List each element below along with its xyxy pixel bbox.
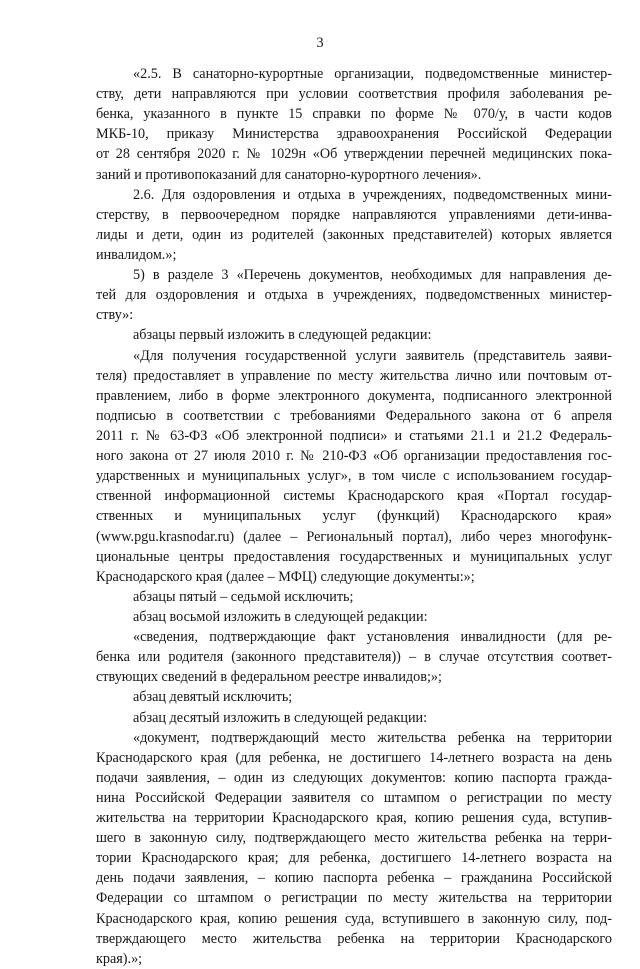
text-line: бенка, указанного в пункте 15 справки по форме № 070/у, в части кодов bbox=[96, 106, 612, 123]
text-line: абзацы пятый – седьмой исключить; bbox=[133, 588, 354, 605]
text-line: Краснодарского края (для ребенка, не достигшего 14-летнего возраста на день bbox=[96, 749, 612, 766]
text-line: «сведения, подтверждающие факт установления инвалидности (для ре- bbox=[133, 629, 612, 646]
text-line: абзац девятый исключить; bbox=[133, 689, 293, 706]
text-line: Краснодарского края (далее – МФЦ) следующие документы:»; bbox=[96, 568, 475, 585]
text-line: Федерации со штампом о регистрации по месту жительства на территории bbox=[96, 890, 612, 907]
text-line: 2011 г. № 63-ФЗ «Об электронной подписи» и статьями 21.1 и 21.2 Федераль- bbox=[96, 427, 612, 444]
text-line: ственной информационной системы Краснодарского края «Портал государ- bbox=[96, 488, 612, 505]
document-body bbox=[96, 64, 612, 969]
text-line: тверждающего место жительства ребенка на территории Краснодарского bbox=[96, 930, 612, 947]
text-line: шего в законную силу, подтверждающего место жительства ребенка на терри- bbox=[96, 830, 612, 847]
text-line: абзацы первый изложить в следующей редакции: bbox=[133, 327, 432, 344]
text-line: бенка или родителя (законного представителя)) – в случае отсутствия соответ- bbox=[96, 649, 612, 666]
text-line: тей для оздоровления и отдыха в учреждениях, подведомственных министер- bbox=[96, 287, 612, 304]
text-line: ного закона от 27 июля 2010 г. № 210-ФЗ «Об организации предоставления гос- bbox=[96, 448, 612, 465]
text-line: абзац восьмой изложить в следующей редакции: bbox=[133, 608, 428, 625]
text-line: ударственных и муниципальных услуг», в том числе с использованием государ- bbox=[96, 468, 612, 485]
text-line: (www.pgu.krasnodar.ru) (далее – Региональный портал), либо через многофунк- bbox=[96, 528, 612, 545]
text-line: от 28 сентября 2020 г. № 1029н «Об утверждении перечней медицинских пока- bbox=[96, 146, 612, 163]
text-line: абзац десятый изложить в следующей редакции: bbox=[133, 709, 428, 726]
text-line: стерству, в первоочередном порядке направляются управлениями дети-инва- bbox=[96, 206, 612, 223]
text-line: ственных и муниципальных услуг (функций) Краснодарского края» bbox=[96, 508, 612, 525]
text-line: лиды и дети, один из родителей (законных представителей) которых является bbox=[96, 226, 612, 243]
text-line: нина Российской Федерации заявителя со штампом о регистрации по месту bbox=[96, 789, 612, 806]
text-line: жительства на территории Краснодарского края, копию решения суда, вступив- bbox=[96, 810, 612, 827]
text-line: день подачи заявления, – копию паспорта ребенка – гражданина Российской bbox=[96, 870, 612, 887]
text-line: теля) предоставляет в управление по месту жительства лично или почтовым от- bbox=[96, 367, 612, 384]
text-line: подписью в соответствии с требованиями Федерального закона от 6 апреля bbox=[96, 407, 612, 424]
text-line: правлением, либо в форме электронного документа, подписанного электронной bbox=[96, 387, 612, 404]
text-line: «Для получения государственной услуги заявитель (представитель заяви- bbox=[133, 347, 612, 364]
text-line: «документ, подтверждающий место жительства ребенка на территории bbox=[133, 729, 612, 746]
text-line: 5) в разделе 3 «Перечень документов, необходимых для направления де- bbox=[133, 267, 612, 284]
text-line: тории Краснодарского края; для ребенка, достигшего 14-летнего возраста на bbox=[96, 850, 612, 867]
text-line: ству, дети направляются при условии соответствия профиля заболевания ре- bbox=[96, 86, 612, 103]
text-line: ствующих сведений в федеральном реестре инвалидов;»; bbox=[96, 669, 442, 686]
text-line: Краснодарского края, копию решения суда, вступившего в законную силу, под- bbox=[96, 910, 612, 927]
text-line: ству»: bbox=[96, 307, 134, 324]
text-line: циональные центры предоставления государственных и муниципальных услуг bbox=[96, 548, 612, 565]
text-line: МКБ-10, приказу Министерства здравоохранения Российской Федерации bbox=[96, 126, 612, 143]
text-line: «2.5. В санаторно-курортные организации, подведомственные министер- bbox=[133, 66, 612, 82]
text-line: подачи заявления, – один из следующих документов: копию паспорта гражда- bbox=[96, 769, 612, 786]
text-line: инвалидом.»; bbox=[96, 246, 177, 263]
text-line: края).»; bbox=[96, 950, 143, 967]
page-number: 3 bbox=[316, 35, 324, 51]
text-line: заний и противопоказаний для санаторно-курортного лечения». bbox=[96, 166, 482, 183]
text-line: 2.6. Для оздоровления и отдыха в учреждениях, подведомственных мини- bbox=[133, 186, 612, 203]
